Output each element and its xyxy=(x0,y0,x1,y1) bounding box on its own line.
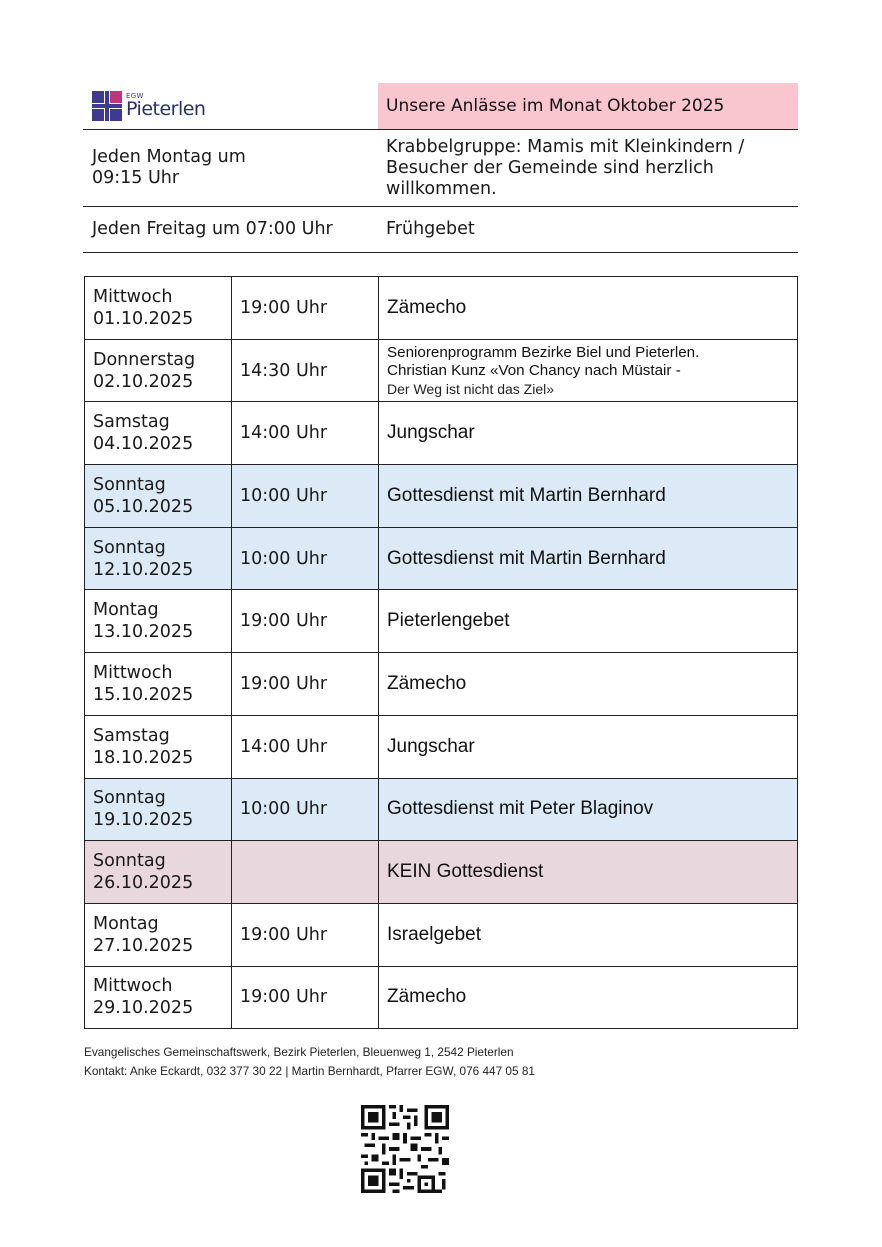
date-cell xyxy=(85,527,232,590)
event-day: Sonntag xyxy=(93,537,166,558)
table-row-service xyxy=(85,465,798,528)
date-cell xyxy=(85,465,232,528)
recurring-what: Frühgebet xyxy=(386,219,475,239)
event-time: 14:00 Uhr xyxy=(232,402,379,465)
table-row xyxy=(85,653,798,716)
event-day: Sonntag xyxy=(93,851,166,872)
date-cell xyxy=(85,402,232,465)
event-time: 14:00 Uhr xyxy=(232,715,379,778)
table-row-service xyxy=(85,778,798,841)
event-time xyxy=(232,841,379,904)
date-cell xyxy=(85,966,232,1029)
event-day: Montag xyxy=(93,913,159,934)
table-row xyxy=(85,339,798,402)
event-time: 10:00 Uhr xyxy=(232,527,379,590)
logo-cell xyxy=(83,83,378,129)
event-date: 15.10.2025 xyxy=(93,684,194,705)
event-time: 14:30 Uhr xyxy=(232,339,379,402)
event-day: Montag xyxy=(93,600,159,621)
footer xyxy=(84,1043,535,1081)
event-title: Zämecho xyxy=(379,653,798,716)
event-date: 29.10.2025 xyxy=(93,998,194,1019)
egw-logo xyxy=(92,91,205,121)
date-cell xyxy=(85,903,232,966)
logo-text: Pieterlen xyxy=(126,98,206,120)
date-cell xyxy=(85,590,232,653)
recurring-what-line: willkommen. xyxy=(386,178,497,199)
footer-contact: Kontakt: Anke Eckardt, 032 377 30 22 | Martin Bernhardt, Pfarrer EGW, 076 447 05 81 xyxy=(84,1064,535,1078)
recurring-what-line: Krabbelgruppe: Mamis mit Kleinkindern / xyxy=(386,136,745,157)
event-title: Jungschar xyxy=(379,715,798,778)
event-title: Zämecho xyxy=(379,966,798,1029)
table-row xyxy=(85,277,798,340)
event-date: 27.10.2025 xyxy=(93,935,194,956)
date-cell xyxy=(85,653,232,716)
table-row xyxy=(85,715,798,778)
event-title: Gottesdienst mit Martin Bernhard xyxy=(379,527,798,590)
date-cell xyxy=(85,277,232,340)
events-table xyxy=(84,276,798,1029)
event-date: 13.10.2025 xyxy=(93,622,194,643)
event-day: Mittwoch xyxy=(93,662,173,683)
event-day: Mittwoch xyxy=(93,976,173,997)
event-title: Gottesdienst mit Martin Bernhard xyxy=(379,465,798,528)
footer-address: Evangelisches Gemeinschaftswerk, Bezirk Pieterlen, Bleuenweg 1, 2542 Pieterlen xyxy=(84,1045,514,1059)
event-time: 10:00 Uhr xyxy=(232,465,379,528)
event-day: Sonntag xyxy=(93,474,166,495)
date-cell xyxy=(85,715,232,778)
logo-small-text: EGW xyxy=(126,92,144,100)
event-day: Mittwoch xyxy=(93,286,173,307)
event-day: Samstag xyxy=(93,412,170,433)
event-title-line: Der Weg ist nicht das Ziel» xyxy=(387,380,555,397)
event-time: 10:00 Uhr xyxy=(232,778,379,841)
header-title-row xyxy=(83,83,798,130)
event-title: Israelgebet xyxy=(379,903,798,966)
event-date: 04.10.2025 xyxy=(93,434,194,455)
event-title: Jungschar xyxy=(379,402,798,465)
recurring-when-line: 09:15 Uhr xyxy=(92,168,180,188)
event-date: 26.10.2025 xyxy=(93,873,194,894)
event-title: Zämecho xyxy=(379,277,798,340)
recurring-when-line: Jeden Montag um xyxy=(92,147,246,167)
event-time: 19:00 Uhr xyxy=(232,903,379,966)
event-date: 02.10.2025 xyxy=(93,371,194,392)
table-row xyxy=(85,590,798,653)
header-block xyxy=(83,83,798,253)
event-day: Sonntag xyxy=(93,788,166,809)
date-cell xyxy=(85,841,232,904)
recurring-when xyxy=(92,147,246,189)
table-row xyxy=(85,903,798,966)
event-date: 01.10.2025 xyxy=(93,308,194,329)
recurring-what xyxy=(386,137,744,200)
event-day: Donnerstag xyxy=(93,349,196,370)
table-row-no-service xyxy=(85,841,798,904)
event-title-line: Christian Kunz «Von Chancy nach Müstair - xyxy=(387,361,681,379)
recurring-row-monday xyxy=(83,130,798,207)
recurring-when: Jeden Freitag um 07:00 Uhr xyxy=(92,219,333,239)
event-title-line: Seniorenprogramm Bezirke Biel und Pieterlen. xyxy=(387,343,700,361)
table-row xyxy=(85,966,798,1029)
event-date: 19.10.2025 xyxy=(93,810,194,831)
recurring-row-friday xyxy=(83,207,798,253)
event-date: 12.10.2025 xyxy=(93,559,194,580)
event-time: 19:00 Uhr xyxy=(232,277,379,340)
date-cell xyxy=(85,778,232,841)
event-time: 19:00 Uhr xyxy=(232,590,379,653)
event-time: 19:00 Uhr xyxy=(232,966,379,1029)
egw-cross-logo-icon xyxy=(92,91,122,121)
event-time: 19:00 Uhr xyxy=(232,653,379,716)
qr-code-icon[interactable] xyxy=(361,1105,449,1193)
event-title: Pieterlengebet xyxy=(379,590,798,653)
date-cell xyxy=(85,339,232,402)
page-title: Unsere Anlässe im Monat Oktober 2025 xyxy=(378,83,798,129)
event-title: KEIN Gottesdienst xyxy=(379,841,798,904)
event-date: 05.10.2025 xyxy=(93,496,194,517)
event-date: 18.10.2025 xyxy=(93,747,194,768)
event-title: Gottesdienst mit Peter Blaginov xyxy=(379,778,798,841)
event-title xyxy=(379,339,798,402)
event-day: Samstag xyxy=(93,725,170,746)
recurring-what-line: Besucher der Gemeinde sind herzlich xyxy=(386,157,714,178)
table-row-service xyxy=(85,527,798,590)
table-row xyxy=(85,402,798,465)
